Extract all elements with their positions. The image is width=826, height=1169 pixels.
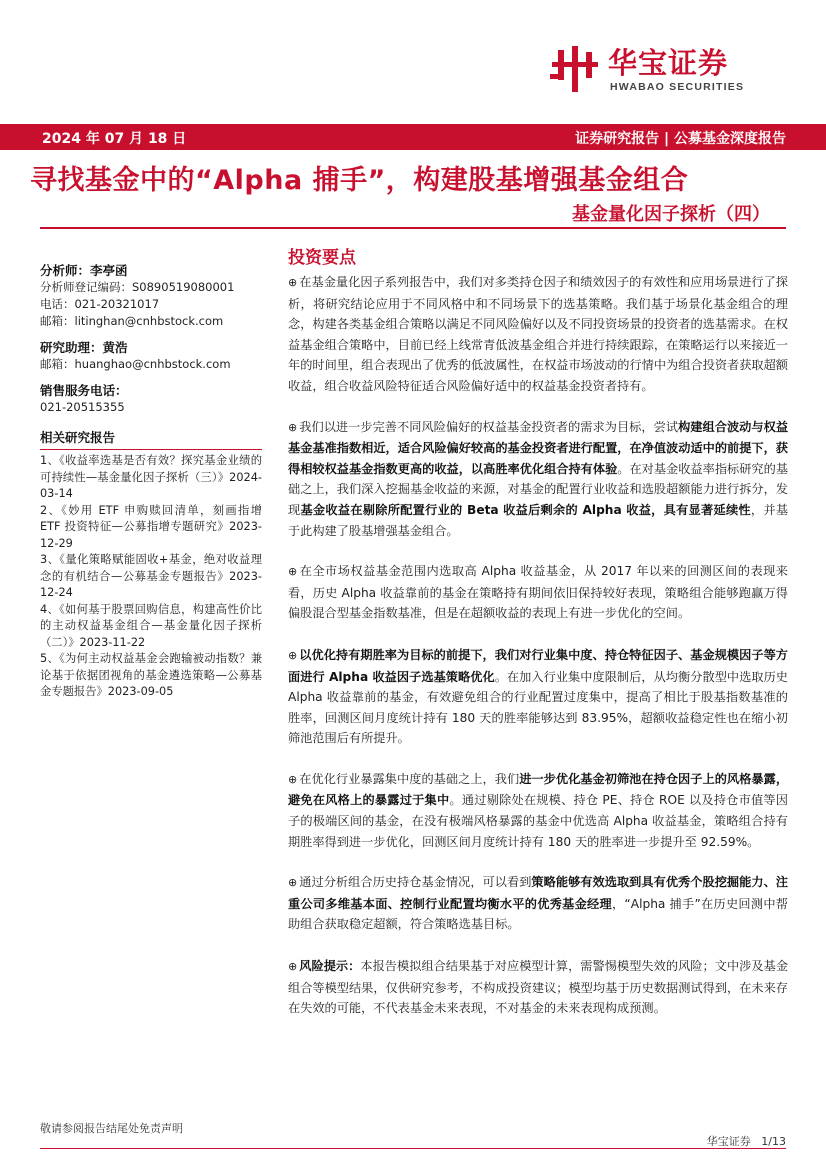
analyst-email[interactable]: 邮箱：litinghan@cnhbstock.com [40,314,224,328]
paragraph-industry-optimization [288,645,788,749]
sales-phone: 021-20515355 [40,400,125,414]
paragraph-objective [288,417,788,542]
header-bar [0,124,826,150]
paragraph-style-optimization [288,769,788,852]
logo-chinese-name: 华宝证券 [608,46,729,80]
logo-english-name: HWABAO SECURITIES [610,81,745,93]
paragraph-text: 本报告模拟组合结果基于对应模型计算，需警惕模型失效的风险；文中涉及基金组合等模型结果，仅供研究参考，不构成投资建议；模型均基于历史数据测试得到，在未来存在失效的可能，不代表基金未来表现，不对基金的未来表现构成预测。 [288,959,789,1016]
sales-label: 销售服务电话： [40,383,128,398]
footer-page-info [707,1133,786,1149]
assistant-name: 研究助理：黄浩 [40,340,128,355]
sidebar [40,262,262,701]
related-report-item[interactable]: 3、《量化策略赋能固收+基金，绝对收益理念的有机结合—公募基金专题报告》2023-12-24 [40,553,262,599]
paragraph-text: 在优化行业暴露集中度的基础之上，我们 [299,771,520,786]
emphasis-text: 进一步优化基金初筛池在持仓因子上的风格暴露，避免在风格上的暴露过于集中 [288,771,789,808]
paragraph-text: 。在加入行业集中度限制后，从均衡分散型中选取历史 Alpha 收益靠前的基金，有效避免组合的行业配置过度集中，提高了相比于股基指数基准的胜率，回测区间月度统计持有 180 天的胜率能够达到 83.95%，超额收益稳定性也在缩小初筛池范围后有所提升。 [288,669,788,746]
report-date: 2024 年 07 月 18 日 [42,131,187,147]
hwabao-logo-mark [548,44,602,94]
report-title: 寻找基金中的“Alpha 捕手”，构建股基增强基金组合 [30,165,689,196]
emphasis-text: 风险提示： [299,959,361,974]
report-subtitle: 基金量化因子探析（四） [572,204,770,225]
paragraph-holdings-analysis [288,872,788,935]
report-type: 证券研究报告 | 公募基金深度报告 [575,131,786,147]
bullet-icon: ⊕ [288,876,298,890]
emphasis-text: 以优化持有期胜率为目标的前提下，我们对行业集中度、持仓特征因子、基金规模因子等方面进行 Alpha 收益因子选基策略优化 [288,647,788,684]
paragraph-background [288,272,788,397]
paragraph-text: 。在对基金收益率指标研究的基础之上，我们深入挖掘基金收益的来源，对基金的配置行业收益和选股超额能力进行拆分，发现 [288,461,789,517]
bullet-icon: ⊕ [288,276,298,289]
related-reports-title: 相关研究报告 [40,429,262,450]
bullet-icon: ⊕ [288,960,298,974]
paragraph-risk-warning [288,956,788,1019]
paragraph-text: ，“Alpha 捕手”在历史回测中帮助组合获取稳定超额，符合策略选基目标。 [288,896,788,932]
page-number: 1/13 [761,1135,786,1148]
investment-highlights [288,248,788,1019]
paragraph-text: 。通过剔除处在规模、持仓 PE、持仓 ROE 以及持仓市值等因子的极端区间的基金，在没有极端风格暴露的基金中优选高 Alpha 收益基金，策略组合持有期胜率得到进一步优化，回测区间月度统计持有 180 天的胜率进一步提升至 92.59%。 [288,793,788,849]
company-logo [548,44,778,94]
related-report-item[interactable]: 4、《如何基于股票回购信息，构建高性价比的主动权益基金组合—基金量化因子探析（二）》2023-11-22 [40,602,262,649]
footer-company: 华宝证券 [706,1135,751,1148]
paragraph-text: 在全市场权益基金范围内选取高 Alpha 收益基金，从 2017 年以来的回测区间的表现来看，历史 Alpha 收益靠前的基金在策略持有期间依旧保持较好表现，策略组合能够跑赢万得偏股混合型基金指数基准，但是在超额收益的表现上有进一步优化的空间。 [288,564,788,621]
paragraph-backtest [288,561,788,624]
bullet-icon: ⊕ [288,420,298,434]
emphasis-text: 基金收益在剔除所配置行业的 Beta 收益后剩余的 Alpha 收益，具有显著延续性 [300,502,751,517]
paragraph-text: ，并基于此构建了股基增强基金组合。 [288,502,789,538]
paragraph-text: 在基金量化因子系列报告中，我们对多类持仓因子和绩效因子的有效性和应用场景进行了探析，将研究结论应用于不同风格中和不同场景下的选基策略。我们基于场景化基金组合的理念，构建各类基金组合策略以满足不同风险偏好以及不同投资场景的投资者的选基需求。在权益基金组合策略中，目前已经上线常青低波基金组合并进行持续跟踪，在策略运行以来接近一年的时间里，组合表现出了优秀的低波属性，在权益市场波动的行情中为组合投资者获取超额收益，组合收益风险特征适合风险偏好适中的权益基金投资者持有。 [288,275,788,393]
footer-divider [40,1148,786,1149]
paragraph-text: 通过分析组合历史持仓基金情况，可以看到 [299,875,532,890]
related-report-item[interactable]: 2、《妙用 ETF 申购赎回清单，刻画指增 ETF 投资特征—公募指增专题研究》2023-12-29 [40,503,262,550]
analyst-name: 分析师：李亭函 [40,263,128,278]
footer-disclaimer: 敬请参阅报告结尾处免责声明 [40,1122,183,1135]
bullet-icon: ⊕ [288,648,298,662]
paragraph-text: 我们以进一步完善不同风险偏好的权益基金投资者的需求为目标，尝试 [299,419,679,434]
bullet-icon: ⊕ [288,772,298,786]
assistant-email[interactable]: 邮箱：huanghao@cnhbstock.com [40,357,231,371]
analyst-phone: 电话：021-20321017 [40,297,160,311]
emphasis-text: 策略能够有效选取到具有优秀个股挖掘能力、注重公司多维基本面、控制行业配置均衡水平的优秀基金经理 [288,875,788,911]
title-divider [40,227,786,229]
section-heading: 投资要点 [288,248,356,268]
analyst-cert: 分析师登记编码：S0890519080001 [40,280,235,294]
bullet-icon: ⊕ [288,565,298,579]
related-report-item[interactable]: 1、《收益率选基是否有效？探究基金业绩的可持续性—基金量化因子探析（三）》2024-03-14 [40,454,262,500]
emphasis-text: 构建组合波动与权益基金基准指数相近，适合风险偏好较高的基金投资者进行配置，在净值波动适中的前提下，获得相较权益基金指数更高的收益，以高胜率优化组合持有体验 [288,419,789,476]
related-report-item[interactable]: 5、《为何主动权益基金会跑输被动指数？兼论基于依据团视角的基金遴选策略—公募基金专题报告》2023-09-05 [40,652,262,698]
